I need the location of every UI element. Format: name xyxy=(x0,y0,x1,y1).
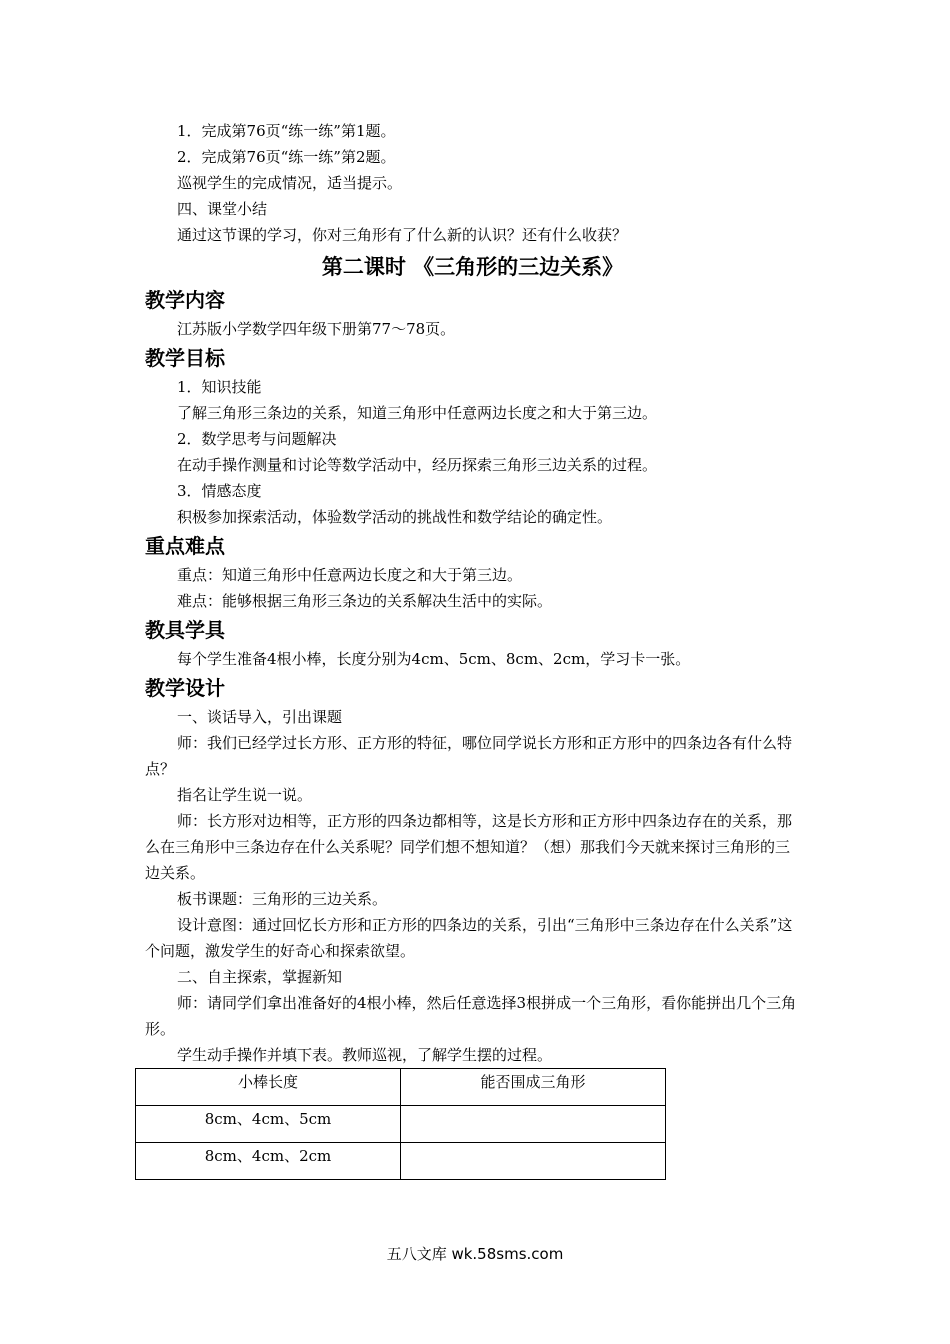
stick-table xyxy=(135,1068,666,1180)
goal-line: 3．情感态度 xyxy=(177,482,262,500)
heading-goals: 教学目标 xyxy=(145,346,225,370)
intro-line: 四、课堂小结 xyxy=(177,200,268,218)
goal-line: 在动手操作测量和讨论等数学活动中，经历探索三角形三边关系的过程。 xyxy=(177,456,658,474)
footer-watermark: 五八文库 wk.58sms.com xyxy=(386,1245,564,1263)
intro-line: 1．完成第76页“练一练”第1题。 xyxy=(177,122,396,140)
goal-line: 积极参加探索活动，体验数学活动的挑战性和数学结论的确定性。 xyxy=(177,508,613,526)
content-text: 江苏版小学数学四年级下册第77～78页。 xyxy=(177,320,456,338)
heading-materials: 教具学具 xyxy=(145,618,225,642)
heading-key-points: 重点难点 xyxy=(145,534,225,558)
table-row xyxy=(136,1143,666,1180)
table-cell xyxy=(401,1143,666,1180)
table-header: 能否围成三角形 xyxy=(401,1069,666,1106)
design-line: 二、自主探索，掌握新知 xyxy=(177,968,343,986)
table-cell: 8cm、4cm、2cm xyxy=(136,1143,401,1180)
design-line: 学生动手操作并填下表。教师巡视，了解学生摆的过程。 xyxy=(177,1046,553,1064)
design-line: 师：请同学们拿出准备好的4根小棒，然后任意选择3根拼成一个三角形，看你能拼出几个三角形。 xyxy=(145,994,797,1038)
lesson-title: 第二课时 《三角形的三边关系》 xyxy=(321,255,624,279)
table-row xyxy=(136,1106,666,1143)
goal-line: 了解三角形三条边的关系，知道三角形中任意两边长度之和大于第三边。 xyxy=(177,404,658,422)
intro-line: 2．完成第76页“练一练”第2题。 xyxy=(177,148,396,166)
materials-text: 每个学生准备4根小棒，长度分别为4cm、5cm、8cm、2cm，学习卡一张。 xyxy=(177,650,691,668)
heading-content: 教学内容 xyxy=(145,288,225,312)
intro-line: 通过这节课的学习，你对三角形有了什么新的认识？还有什么收获？ xyxy=(177,226,628,244)
heading-design: 教学设计 xyxy=(145,676,225,700)
design-line: 一、谈话导入，引出课题 xyxy=(177,708,343,726)
key-point-line: 重点：知道三角形中任意两边长度之和大于第三边。 xyxy=(177,566,523,584)
document-page xyxy=(145,118,800,1180)
design-line: 设计意图：通过回忆长方形和正方形的四条边的关系，引出“三角形中三条边存在什么关系”这个问题，激发学生的好奇心和探索欲望。 xyxy=(145,916,793,960)
table-header-row xyxy=(136,1069,666,1106)
design-line: 板书课题：三角形的三边关系。 xyxy=(177,890,388,908)
table-cell xyxy=(401,1106,666,1143)
intro-line: 巡视学生的完成情况，适当提示。 xyxy=(177,174,403,192)
design-line: 指名让学生说一说。 xyxy=(177,786,313,804)
table-cell: 8cm、4cm、5cm xyxy=(136,1106,401,1143)
key-point-line: 难点：能够根据三角形三条边的关系解决生活中的实际。 xyxy=(177,592,553,610)
goal-line: 1．知识技能 xyxy=(177,378,262,396)
design-line: 师：长方形对边相等，正方形的四条边都相等，这是长方形和正方形中四条边存在的关系，那么在三角形中三条边存在什么关系呢？同学们想不想知道？（想）那我们今天就来探讨三角形的三边关系。 xyxy=(145,812,793,882)
table-header: 小棒长度 xyxy=(136,1069,401,1106)
goal-line: 2．数学思考与问题解决 xyxy=(177,430,337,448)
design-line: 师：我们已经学过长方形、正方形的特征，哪位同学说长方形和正方形中的四条边各有什么特点？ xyxy=(145,734,793,778)
